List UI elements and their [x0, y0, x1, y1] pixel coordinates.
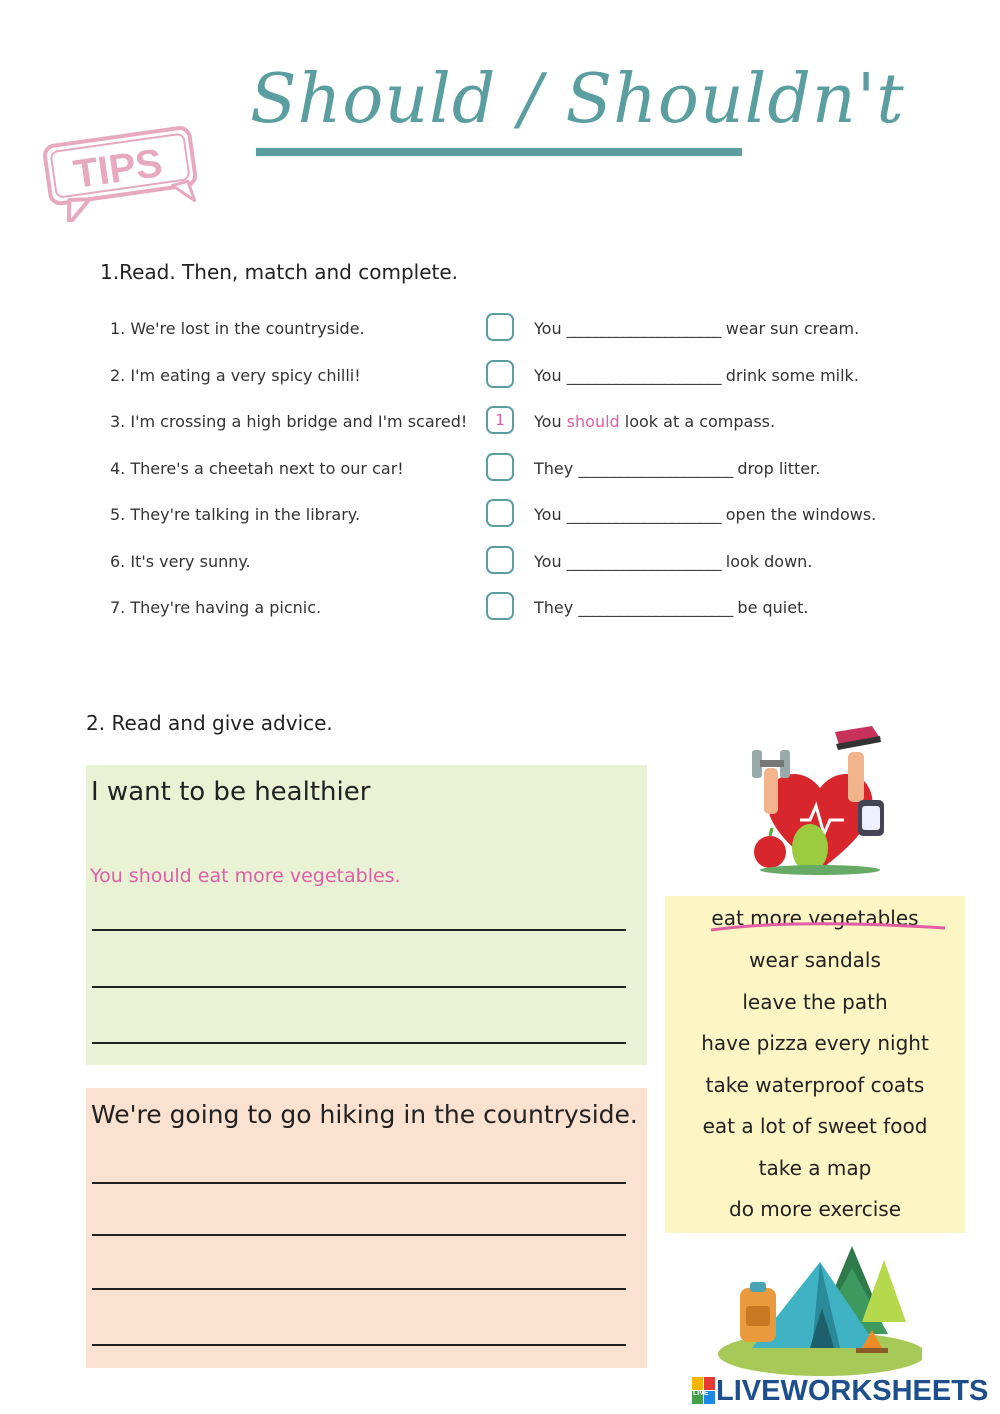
title-underline — [256, 148, 742, 156]
answer-line[interactable] — [92, 986, 626, 988]
match-answer-box[interactable] — [486, 360, 514, 388]
word-bank-item: take waterproof coats — [705, 1073, 925, 1097]
word-bank-item: eat a lot of sweet food — [702, 1114, 928, 1138]
answer-line[interactable] — [92, 929, 626, 931]
match-answer-box[interactable]: 1 — [486, 406, 514, 434]
situation-text: 3. I'm crossing a high bridge and I'm scared! — [110, 412, 468, 431]
panel-title: We're going to go hiking in the countryside. — [91, 1100, 638, 1129]
fill-blank[interactable]: ______________________ — [578, 598, 733, 617]
situation-text: 4. There's a cheetah next to our car! — [110, 459, 404, 478]
match-row — [0, 360, 1000, 400]
advice-sentence: You ______________________ wear sun cream. — [534, 319, 860, 338]
fill-blank[interactable]: ______________________ — [566, 366, 721, 385]
match-answer-box[interactable] — [486, 499, 514, 527]
match-row — [0, 453, 1000, 493]
match-answer-box[interactable] — [486, 546, 514, 574]
word-bank-item: eat more vegetables — [711, 906, 919, 930]
situation-text: 2. I'm eating a very spicy chilli! — [110, 366, 361, 385]
advice-sentence: They ______________________ be quiet. — [534, 598, 809, 617]
match-row — [0, 406, 1000, 446]
worksheet-title — [250, 60, 905, 160]
advice-sentence: You ______________________ open the windows. — [534, 505, 877, 524]
word-bank-item: wear sandals — [749, 948, 881, 972]
word-bank-item: take a map — [758, 1156, 872, 1180]
match-row — [0, 499, 1000, 539]
match-answer-box[interactable] — [486, 592, 514, 620]
advice-sentence: They ______________________ drop litter. — [534, 459, 821, 478]
word-bank-item: have pizza every night — [701, 1031, 929, 1055]
example-answer: should — [566, 412, 620, 431]
answer-line[interactable] — [92, 1234, 626, 1236]
answer-line[interactable] — [92, 1288, 626, 1290]
answer-line[interactable] — [92, 1344, 626, 1346]
liveworksheets-logo — [692, 1374, 988, 1408]
match-answer-box[interactable] — [486, 453, 514, 481]
tips-label: TIPS — [70, 140, 166, 197]
panel-title: I want to be healthier — [91, 777, 371, 807]
fill-blank[interactable]: ______________________ — [566, 319, 721, 338]
answer-line[interactable] — [92, 1182, 626, 1184]
match-row — [0, 592, 1000, 632]
situation-text: 6. It's very sunny. — [110, 552, 251, 571]
match-row — [0, 546, 1000, 586]
title-text: Should / Shouldn't — [250, 60, 905, 139]
section1-heading: 1.Read. Then, match and complete. — [100, 260, 459, 284]
liveworksheets-logo-icon — [692, 1377, 716, 1405]
fill-blank[interactable]: ______________________ — [566, 505, 721, 524]
camping-tent-illustration-icon — [712, 1238, 922, 1378]
answer-line[interactable] — [92, 1042, 626, 1044]
advice-sentence: You ______________________ drink some milk. — [534, 366, 859, 385]
situation-text: 1. We're lost in the countryside. — [110, 319, 365, 338]
match-row — [0, 313, 1000, 353]
strikethrough-mark-icon — [709, 920, 949, 936]
section2-heading: 2. Read and give advice. — [86, 711, 333, 735]
word-bank-item: leave the path — [742, 990, 888, 1014]
tips-speech-bubble-icon — [40, 122, 210, 222]
fill-blank[interactable]: ______________________ — [566, 552, 721, 571]
advice-sentence: You ______________________ look down. — [534, 552, 813, 571]
logo-letters: LIVE — [693, 1390, 709, 1397]
fill-blank[interactable]: ______________________ — [578, 459, 733, 478]
advice-sentence: You should look at a compass. — [534, 412, 776, 431]
match-answer-box[interactable] — [486, 313, 514, 341]
brand-name: LIVEWORKSHEETS — [716, 1374, 989, 1407]
panel-example-answer: You should eat more vegetables. — [90, 865, 401, 887]
word-bank — [665, 896, 965, 1233]
situation-text: 5. They're talking in the library. — [110, 505, 361, 524]
word-bank-item: do more exercise — [729, 1197, 901, 1221]
healthier-panel — [86, 765, 647, 1065]
hiking-panel — [86, 1088, 647, 1368]
situation-text: 7. They're having a picnic. — [110, 598, 322, 617]
health-fitness-illustration-icon — [740, 720, 900, 885]
